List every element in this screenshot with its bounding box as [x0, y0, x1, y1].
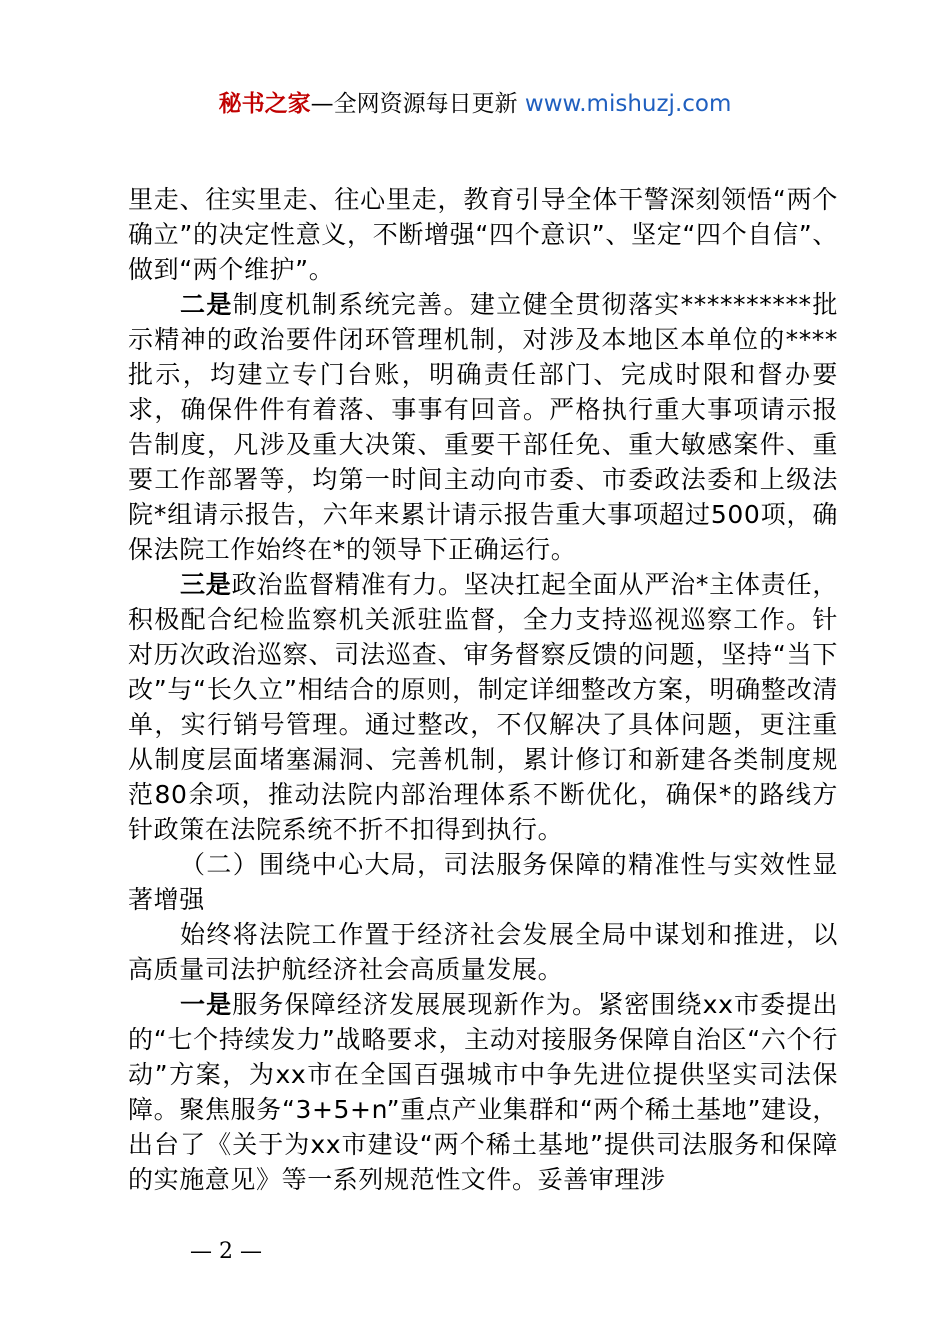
document-body — [128, 182, 838, 1197]
paragraph-lead: 一是 — [180, 990, 233, 1019]
page-number: — 2 — — [190, 1239, 262, 1264]
site-url-link[interactable]: www.mishuzj.com — [524, 91, 732, 117]
paragraph-text: 始终将法院工作置于经济社会发展全局中谋划和推进，以高质量司法护航经济社会高质量发展。 — [128, 920, 838, 984]
section-heading — [128, 847, 838, 917]
paragraph-text: 里走、往实里走、往心里走，教育引导全体干警深刻领悟“两个确立”的决定性意义，不断增强“四个意识”、坚定“四个自信”、做到“两个维护”。 — [128, 185, 838, 284]
brand-name: 秘书之家 — [218, 91, 311, 117]
paragraph-text: （二）围绕中心大局，司法服务保障的精准性与实效性显著增强 — [128, 850, 838, 914]
paragraph-text: 制度机制系统完善。建立健全贯彻落实**********批示精神的政治要件闭环管理机制，对涉及本地区本单位的****批示，均建立专门台账，明确责任部门、完成时限和督办要求，确保件件有着落、事事有回音。严格执行重大事项请示报告制度，凡涉及重大决策、重要干部任免、重大敏感案件、重要工作部署等，均第一时间主动向市委、市委政法委和上级法院*组请示报告，六年来累计请示报告重大事项超过500项，确保法院工作始终在*的领导下正确运行。 — [128, 290, 838, 564]
paragraph — [128, 182, 838, 287]
paragraph — [128, 287, 838, 567]
paragraph — [128, 987, 838, 1197]
site-header — [0, 88, 950, 120]
paragraph — [128, 567, 838, 847]
paragraph-text: 政治监督精准有力。坚决扛起全面从严治*主体责任，积极配合纪检监察机关派驻监督，全力支持巡视巡察工作。针对历次政治巡察、司法巡查、审务督察反馈的问题，坚持“当下改”与“长久立”相结合的原则，制定详细整改方案，明确整改清单，实行销号管理。通过整改，不仅解决了具体问题，更注重从制度层面堵塞漏洞、完善机制，累计修订和新建各类制度规范80余项，推动法院内部治理体系不断优化，确保*的路线方针政策在法院系统不折不扣得到执行。 — [128, 570, 838, 844]
paragraph-lead: 三是 — [180, 570, 232, 599]
paragraph-text: 服务保障经济发展展现新作为。紧密围绕xx市委提出的“七个持续发力”战略要求，主动对接服务保障自治区“六个行动”方案，为xx市在全国百强城市中争先进位提供坚实司法保障。聚焦服务“3+5+n”重点产业集群和“两个稀土基地”建设，出台了《关于为xx市建设“两个稀土基地”提供司法服务和保障的实施意见》等一系列规范性文件。妥善审理涉 — [128, 990, 839, 1194]
paragraph-lead: 二是 — [180, 290, 233, 319]
paragraph — [128, 917, 838, 987]
header-tagline: —全网资源每日更新 — [310, 91, 525, 117]
